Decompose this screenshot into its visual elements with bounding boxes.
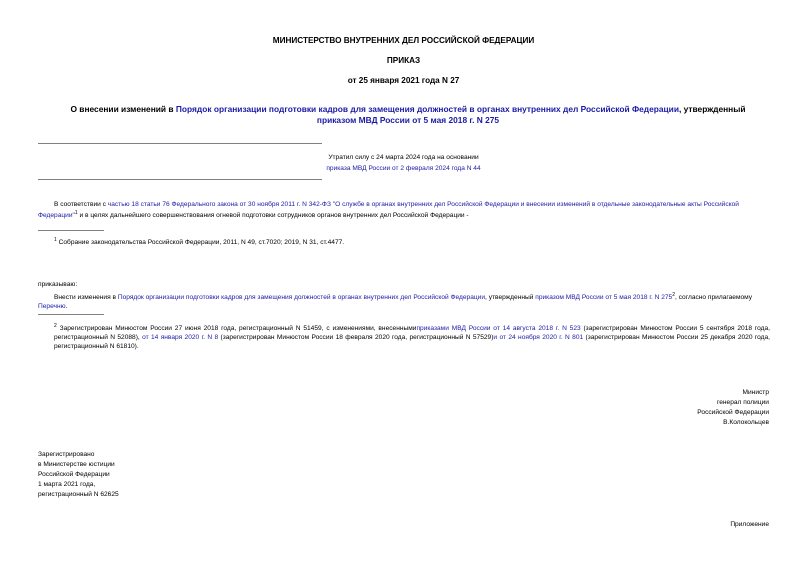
title-link-prikaz[interactable]: приказом МВД России от 5 мая 2018 г. N 275	[316, 115, 500, 125]
order-end: .	[65, 303, 68, 311]
preamble-paragraph	[38, 200, 770, 220]
appendix-label: Приложение	[730, 521, 769, 528]
footnote2-link-801[interactable]: и от 24 ноября 2020 г. N 801	[493, 334, 584, 342]
registration-line: Зарегистрировано	[38, 451, 95, 458]
signature-line: Министр	[742, 389, 769, 396]
footnote2-part1: Зарегистрирован Минюстом России 27 июня 2018 года, регистрационный N 51459, с изменениями, внесенными	[56, 325, 417, 333]
registration-line: 1 марта 2021 года,	[38, 481, 96, 488]
order-link-poryadok[interactable]: Порядок организации подготовки кадров для замещения должностей в органах внутренних дел Российской Федерации	[117, 294, 486, 302]
footnote1-mark: 1	[54, 237, 57, 243]
registration-line: Российской Федерации	[38, 471, 110, 478]
footnote2-link-8[interactable]: от 14 января 2020 г. N 8	[142, 334, 219, 342]
doc-date-number: от 25 января 2021 года N 27	[347, 76, 460, 85]
preamble-link-law-part[interactable]: частью 18 статьи 76 Федерального закона от 30 ноября 2011 г. N 342-ФЗ	[107, 201, 331, 208]
ministry-heading: МИНИСТЕРСТВО ВНУТРЕННИХ ДЕЛ РОССИЙСКОЙ ФЕДЕРАЦИИ	[272, 36, 535, 45]
registration-block	[38, 450, 119, 500]
order-link-prikaz[interactable]: приказом МВД России от 5 мая 2018 г. N 275	[535, 294, 673, 302]
doc-title	[44, 104, 772, 126]
footnote2-mark: 2	[54, 323, 57, 329]
registration-line: в Министерстве юстиции	[38, 461, 115, 468]
footnote2-link-523[interactable]: приказами МВД России от 14 августа 2018 г. N 523	[416, 325, 581, 333]
footnote2-part4: (зарегистрирован Минюстом России 25 декабря 2020 года, регистрационный N 61810).	[54, 334, 770, 351]
footnote1-divider	[38, 230, 104, 231]
signature-line: Российской Федерации	[697, 409, 769, 416]
footnote2-divider	[38, 314, 104, 315]
signature-line: генерал полиции	[716, 399, 769, 406]
footnote2-part3: (зарегистрирован Минюстом России 18 февраля 2020 года, регистрационный N 57529)	[218, 334, 494, 342]
title-prefix: О внесении изменений в	[70, 104, 176, 114]
status-link[interactable]: приказа МВД России от 2 февраля 2024 года N 44	[326, 165, 481, 172]
preamble-prefix: В соответствии с	[54, 201, 108, 208]
footnote2-part2: (зарегистрирован Минюстом России 5 сентября 2018 года, регистрационный N 52088),	[54, 325, 770, 342]
doc-type: ПРИКАЗ	[386, 56, 421, 65]
registration-line: регистрационный N 62625	[38, 491, 119, 498]
prikazyvayu-label: приказываю:	[38, 281, 78, 288]
order-prefix: Внести изменения в	[54, 294, 118, 302]
footnote-2	[54, 322, 770, 351]
footnote-1	[54, 236, 770, 247]
status-link-wrap	[0, 164, 807, 173]
order-middle: , утвержденный	[485, 294, 536, 302]
order-paragraph	[38, 291, 770, 311]
signature-block	[697, 388, 769, 428]
status-text: Утратил силу с 24 марта 2024 года на основании	[328, 154, 479, 161]
signature-line: В.Колокольцев	[723, 419, 769, 426]
footnote-ref-1: 1	[74, 210, 78, 216]
order-rest: , согласно прилагаемому	[675, 294, 753, 302]
preamble-link-law-title[interactable]: "О службе в органах внутренних дел Российской Федерации и внесении изменений в отдельные законодательные акты Российской Федерации"	[38, 201, 739, 220]
footnote-ref-2: 2	[672, 292, 676, 298]
preamble-rest: и в целях дальнейшего совершенствования огневой подготовки сотрудников органов внутренних дел Российской Федерации -	[77, 212, 469, 220]
footnote1-text: Собрание законодательства Российской Федерации, 2011, N 49, ст.7020; 2019, N 31, ст.4477.	[56, 239, 345, 247]
title-link-poryadok[interactable]: Порядок организации подготовки кадров для замещения должностей в органах внутренних дел Российской Федерации	[175, 104, 679, 114]
status-divider-bottom	[38, 179, 322, 180]
status-divider-top	[38, 143, 322, 144]
order-link-perechen[interactable]: Перечню	[38, 303, 66, 311]
title-middle: , утвержденный	[678, 104, 746, 114]
